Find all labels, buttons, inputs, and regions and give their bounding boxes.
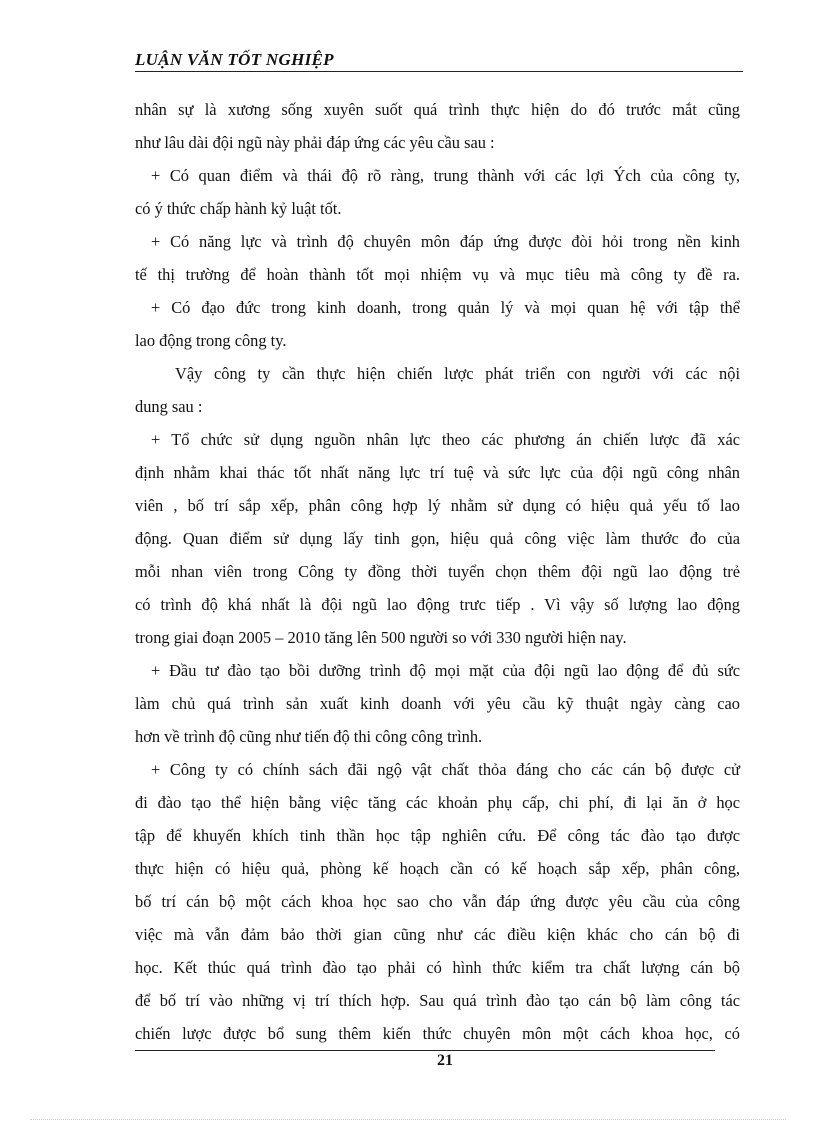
text-line: đi đào tạo thể hiện bằng việc tăng các khoản phụ cấp, chi phí, đi lại ăn ở học <box>135 793 740 812</box>
running-header-title: LUẬN VĂN TỐT NGHIỆP <box>135 50 334 69</box>
text-line: + Có năng lực và trình độ chuyên môn đáp ứng được đòi hỏi trong nền kinh <box>151 232 740 251</box>
text-line: học. Kết thúc quá trình đào tạo phải có hình thức kiểm tra chất lượng cán bộ <box>135 958 740 977</box>
text-line: + Có quan điểm và thái độ rõ ràng, trung thành với các lợi Ých của công ty, <box>151 166 740 185</box>
text-line: hơn về trình độ cũng như tiến độ thi công công trình. <box>135 727 483 746</box>
text-line: + Đầu tư đào tạo bồi dưỡng trình độ mọi mặt của đội ngũ lao động để đủ sức <box>151 661 740 680</box>
text-line: thực hiện có hiệu quả, phòng kế hoạch cần có kế hoạch sắp xếp, phân công, <box>135 859 740 878</box>
footer-divider <box>135 1050 715 1051</box>
text-line: viên , bố trí sắp xếp, phân công hợp lý nhằm sử dụng có hiệu quả yếu tố lao <box>135 496 740 515</box>
header-divider <box>135 71 743 72</box>
text-line: dung sau : <box>135 397 203 416</box>
text-line: như lâu dài đội ngũ này phải đáp ứng các yêu cầu sau : <box>135 133 495 152</box>
text-line: tế thị trường để hoàn thành tốt mọi nhiệm vụ và mục tiêu mà công ty đề ra. <box>135 265 740 284</box>
text-line: + Công ty có chính sách đãi ngộ vật chất thỏa đáng cho các cán bộ được cử <box>151 760 740 779</box>
text-line: nhân sự là xương sống xuyên suốt quá trình thực hiện do đó trước mắt cũng <box>135 100 740 119</box>
page-edge-divider <box>30 1119 786 1120</box>
text-line: động. Quan điểm sử dụng lấy tinh gọn, hiệu quả công việc làm thước đo của <box>135 529 740 548</box>
text-line: mỗi nhan viên trong Công ty đồng thời tuyển chọn thêm đội ngũ lao động trẻ <box>135 562 740 581</box>
text-line: tập để khuyến khích tinh thần học tập nghiên cứu. Để công tác đào tạo được <box>135 826 740 845</box>
text-line: + Tổ chức sử dụng nguồn nhân lực theo các phương án chiến lược đã xác <box>151 430 740 449</box>
text-line: để bố trí vào những vị trí thích hợp. Sau quá trình đào tạo cán bộ làm công tác <box>135 991 740 1010</box>
text-line: định nhằm khai thác tốt nhất năng lực trí tuệ và sức lực của đội ngũ công nhân <box>135 463 740 482</box>
body-text <box>135 93 740 1050</box>
text-line: có ý thức chấp hành kỷ luật tốt. <box>135 199 342 218</box>
text-line: trong giai đoạn 2005 – 2010 tăng lên 500 người so với 330 người hiện nay. <box>135 628 627 647</box>
text-line: bố trí cán bộ một cách khoa học sao cho vẫn đáp ứng được yêu cầu của công <box>135 892 740 911</box>
page-number: 21 <box>437 1052 453 1069</box>
text-line: có trình độ khá nhất là đội ngũ lao động trưc tiếp . Vì vậy số lượng lao động <box>135 595 740 614</box>
text-line: chiến lược được bổ sung thêm kiến thức chuyên môn một cách khoa học, có <box>135 1024 740 1043</box>
text-line: Vậy công ty cần thực hiện chiến lược phát triển con người với các nội <box>175 364 740 383</box>
text-line: + Có đạo đức trong kinh doanh, trong quản lý và mọi quan hệ với tập thể <box>151 298 740 317</box>
text-line: việc mà vẫn đảm bảo thời gian cũng như các điều kiện khác cho cán bộ đi <box>135 925 740 944</box>
text-line: làm chủ quá trình sản xuất kinh doanh với yêu cầu kỹ thuật ngày càng cao <box>135 694 740 713</box>
text-line: lao động trong công ty. <box>135 331 287 350</box>
